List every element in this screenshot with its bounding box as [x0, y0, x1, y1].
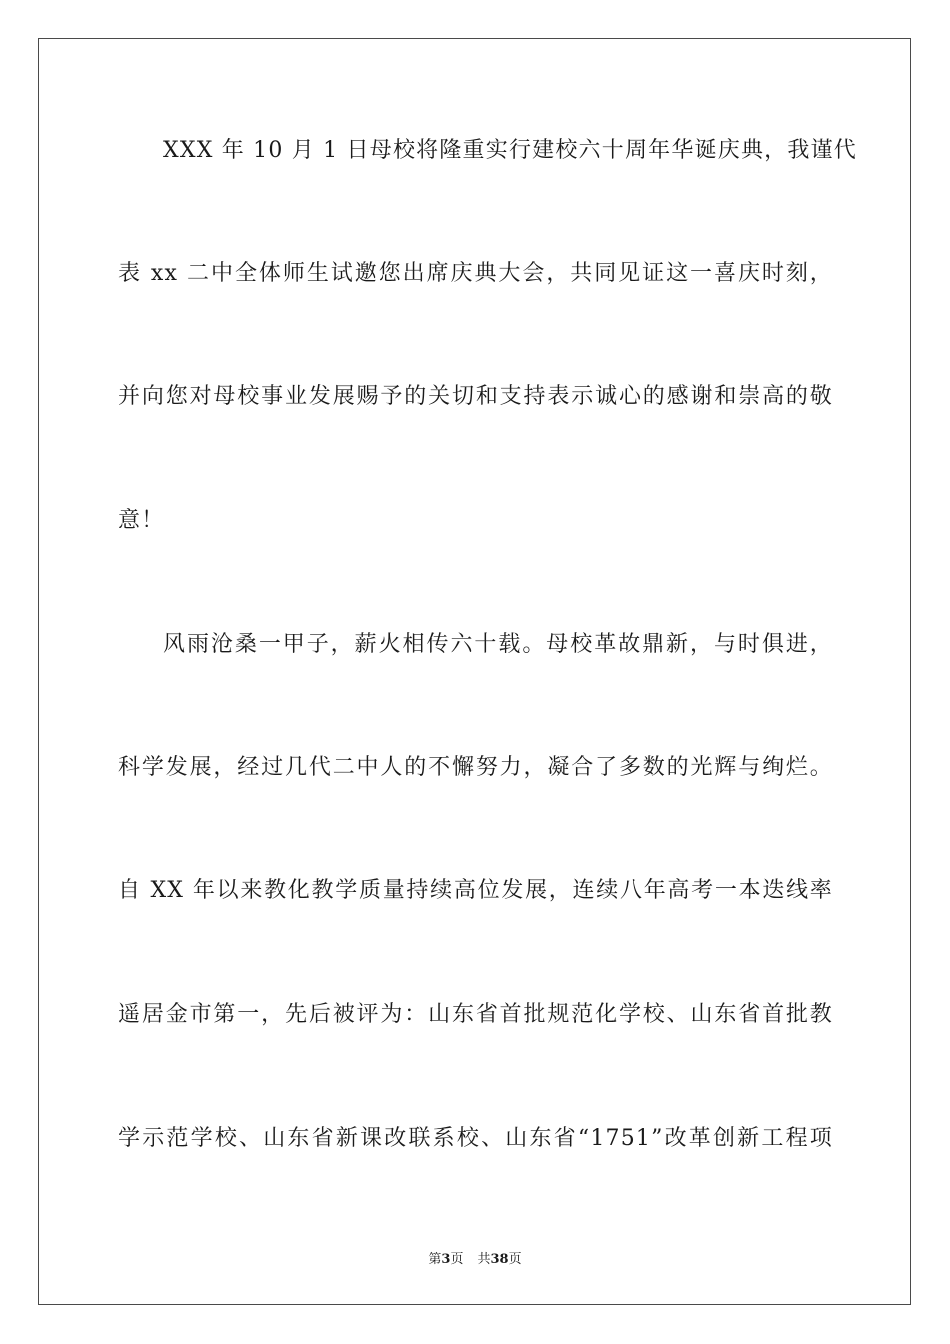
paragraph-line-1: XXX 年 10 月 1 日母校将隆重实行建校六十周年华诞庆典，我谨代 — [163, 138, 857, 163]
total-suffix: 页 — [508, 1252, 522, 1267]
page-footer — [0, 1248, 950, 1267]
page-prefix: 第 — [428, 1252, 442, 1267]
paragraph-line-9: 学示范学校、山东省新课改联系校、山东省“1751”改革创新工程项 — [118, 1126, 833, 1151]
total-pages: 38 — [490, 1252, 509, 1267]
page-suffix: 页 — [450, 1252, 464, 1267]
paragraph-line-4: 意！ — [118, 508, 165, 533]
page-number: 3 — [441, 1252, 451, 1267]
page-border — [38, 38, 911, 1305]
paragraph-line-6: 科学发展，经过几代二中人的不懈努力，凝合了多数的光辉与绚烂。 — [118, 755, 833, 780]
paragraph-line-8: 遥居金市第一，先后被评为：山东省首批规范化学校、山东省首批教 — [118, 1002, 833, 1027]
total-prefix: 共 — [477, 1252, 491, 1267]
paragraph-line-2: 表 xx 二中全体师生试邀您出席庆典大会，共同见证这一喜庆时刻， — [118, 261, 833, 286]
paragraph-line-5: 风雨沧桑一甲子，薪火相传六十载。母校革故鼎新，与时俱进， — [163, 632, 833, 657]
paragraph-line-3: 并向您对母校事业发展赐予的关切和支持表示诚心的感谢和崇高的敬 — [118, 384, 833, 409]
paragraph-line-7: 自 XX 年以来教化教学质量持续高位发展，连续八年高考一本迭线率 — [118, 878, 833, 903]
